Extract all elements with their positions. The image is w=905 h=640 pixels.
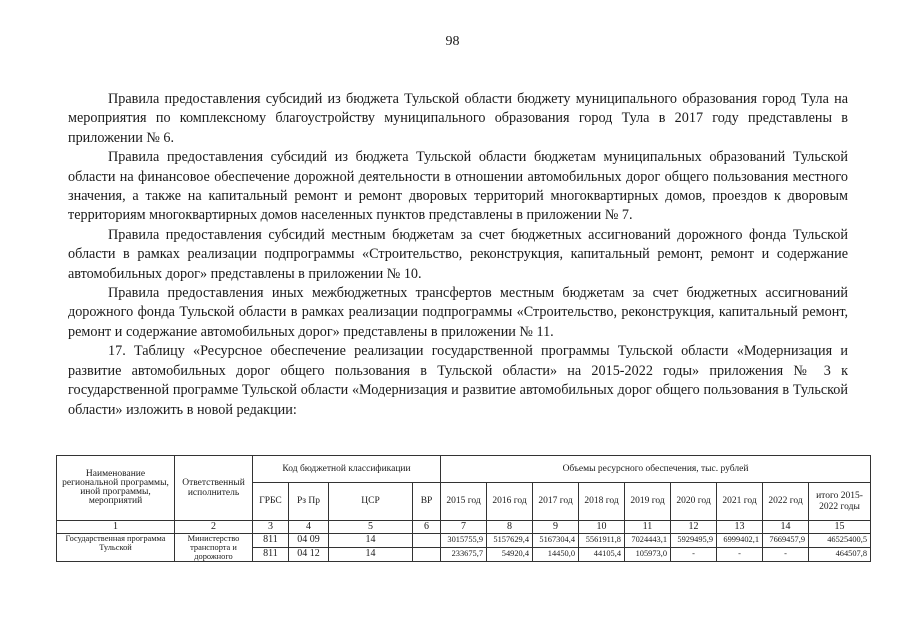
grbs-cell: 811	[253, 548, 289, 562]
table-row	[57, 534, 871, 548]
paragraph-4: Правила предоставления иных межбюджетных трансфертов местным бюджетам за счет бюджетных ассигнований дорожного фонда Тульской области в рамках реализации подпрограммы «Строительство, реконструкция, капитальный ремонт, ремонт и содержание автомобильных дорог» представлены в приложении № 11.	[68, 285, 848, 340]
value-cell: 3015755,9	[441, 534, 487, 548]
column-number: 15	[809, 521, 871, 534]
rzpr-cell: 04 12	[289, 548, 329, 562]
value-cell: 44105,4	[579, 548, 625, 562]
header-rzpr: Рз Пр	[289, 483, 329, 521]
value-cell: 5929495,9	[671, 534, 717, 548]
resource-table-wrapper	[56, 455, 871, 562]
column-number: 12	[671, 521, 717, 534]
value-cell: 14450,0	[533, 548, 579, 562]
csr-cell: 14	[329, 548, 413, 562]
column-number: 14	[763, 521, 809, 534]
column-number: 5	[329, 521, 413, 534]
document-body	[68, 90, 848, 420]
column-number: 11	[625, 521, 671, 534]
header-csr: ЦСР	[329, 483, 413, 521]
header-grbs: ГРБС	[253, 483, 289, 521]
column-number: 6	[413, 521, 441, 534]
total-cell: 46525400,5	[809, 534, 871, 548]
paragraph-3: Правила предоставления субсидий местным бюджетам за счет бюджетных ассигнований дорожного фонда Тульской области в рамках реализации подпрограммы «Строительство, реконструкция, капитальный ремонт, ремонт и содержание автомобильных дорог» представлены в приложении № 10.	[68, 226, 848, 282]
paragraph-5: 17. Таблицу «Ресурсное обеспечение реализации государственной программы Тульской области «Модернизация и развитие автомобильных дорог общего пользования в Тульской области» на 2015-2022 годы» приложения № 3 к государственной программе Тульской области «Модернизация и развитие автомобильных дорог общего пользования в Тульской области» изложить в новой редакции:	[68, 343, 848, 418]
column-number: 3	[253, 521, 289, 534]
header-resources: Объемы ресурсного обеспечения, тыс. рублей	[441, 456, 871, 483]
header-year: 2017 год	[533, 483, 579, 521]
value-cell: -	[763, 548, 809, 562]
value-cell: 5157629,4	[487, 534, 533, 548]
csr-cell: 14	[329, 534, 413, 548]
executor-cell: Министерство транспорта и дорожного	[175, 534, 253, 562]
column-number: 4	[289, 521, 329, 534]
column-number: 7	[441, 521, 487, 534]
resource-table	[56, 455, 871, 562]
header-year: 2022 год	[763, 483, 809, 521]
value-cell: 233675,7	[441, 548, 487, 562]
value-cell: 5561911,8	[579, 534, 625, 548]
program-name-cell: Государственная программа Тульской	[57, 534, 175, 562]
header-year: 2016 год	[487, 483, 533, 521]
value-cell: 105973,0	[625, 548, 671, 562]
rzpr-cell: 04 09	[289, 534, 329, 548]
header-year: 2019 год	[625, 483, 671, 521]
column-number-row	[57, 521, 871, 534]
value-cell: 54920,4	[487, 548, 533, 562]
header-responsible: Ответственный исполнитель	[175, 456, 253, 521]
vr-cell	[413, 548, 441, 562]
header-budget-code: Код бюджетной классификации	[253, 456, 441, 483]
column-number: 1	[57, 521, 175, 534]
column-number: 13	[717, 521, 763, 534]
value-cell: 7669457,9	[763, 534, 809, 548]
column-number: 10	[579, 521, 625, 534]
column-number: 2	[175, 521, 253, 534]
header-vr: ВР	[413, 483, 441, 521]
header-year: 2015 год	[441, 483, 487, 521]
paragraph-2: Правила предоставления субсидий из бюджета Тульской области бюджетам муниципальных образований Тульской области на финансовое обеспечение дорожной деятельности в отношении автомобильных дорог общего пользования местного значения, а также на капитальный ремонт и ремонт дворовых территорий многоквартирных домов, проездов к дворовым территориям многоквартирных домов населенных пунктов представлены в приложении № 7.	[68, 149, 848, 224]
paragraph-1: Правила предоставления субсидий из бюджета Тульской области бюджету муниципального образования город Тула на мероприятия по комплексному благоустройству муниципального образования город Тула в 2017 году представлены в приложении № 6.	[68, 91, 848, 146]
header-year: 2020 год	[671, 483, 717, 521]
header-total: итого 2015-2022 годы	[809, 483, 871, 521]
value-cell: -	[717, 548, 763, 562]
value-cell: -	[671, 548, 717, 562]
column-number: 8	[487, 521, 533, 534]
value-cell: 5167304,4	[533, 534, 579, 548]
page-number: 98	[445, 34, 460, 49]
grbs-cell: 811	[253, 534, 289, 548]
column-number: 9	[533, 521, 579, 534]
header-year: 2021 год	[717, 483, 763, 521]
value-cell: 6999402,1	[717, 534, 763, 548]
vr-cell	[413, 534, 441, 548]
header-program-name: Наименование региональной программы, иной программы, мероприятий	[57, 456, 175, 521]
value-cell: 7024443,1	[625, 534, 671, 548]
header-year: 2018 год	[579, 483, 625, 521]
header-row-1	[57, 456, 871, 483]
total-cell: 464507,8	[809, 548, 871, 562]
